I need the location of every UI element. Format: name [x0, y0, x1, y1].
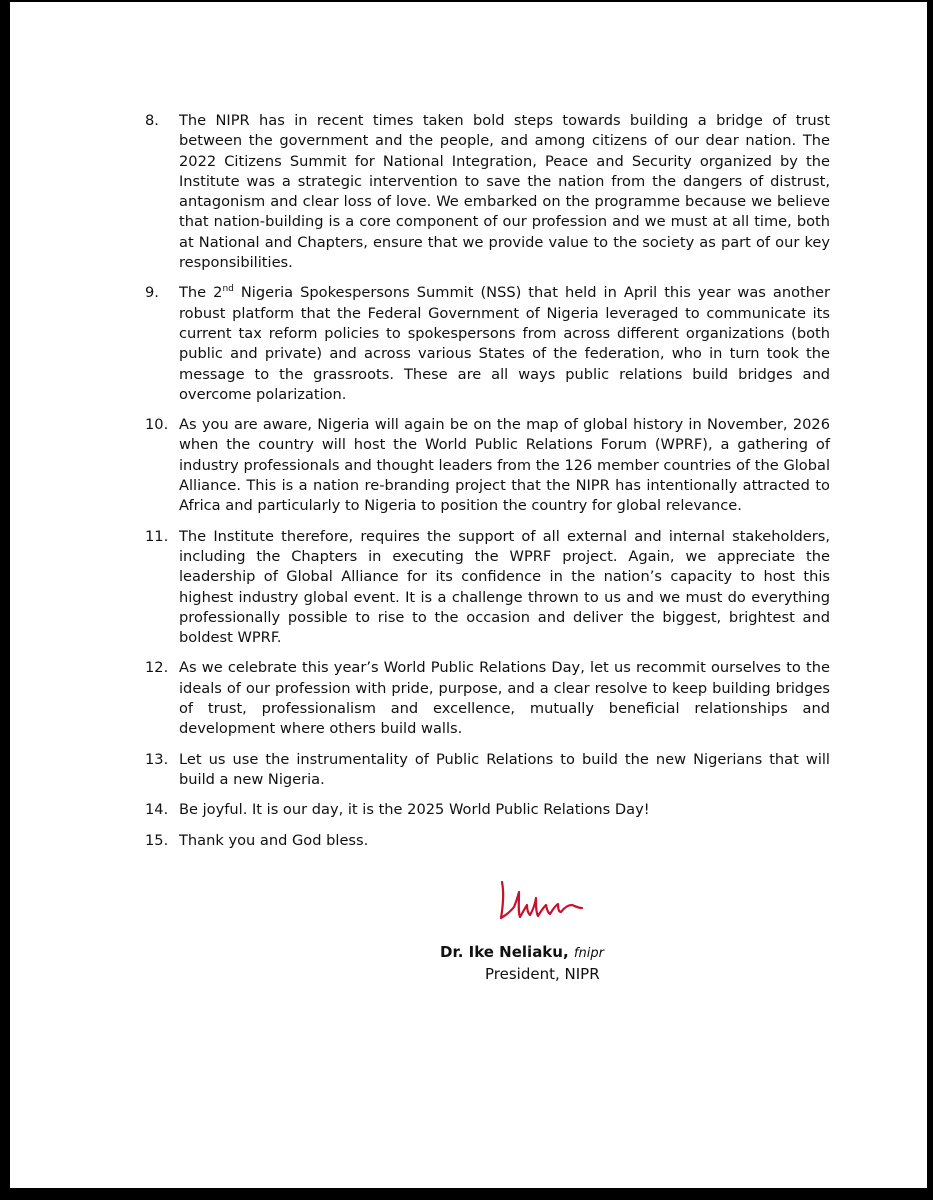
paragraph-text-start: The 2 — [179, 284, 223, 302]
paragraph-number: 11. — [145, 527, 169, 545]
paragraph-number: 9. — [145, 284, 159, 302]
paragraph-number: 8. — [145, 112, 159, 129]
paragraph-number: 10. — [145, 416, 169, 434]
paragraph-text: Be joyful. It is our day, it is the 2025 World Public Relations Day! — [179, 801, 650, 819]
ordinal-superscript: nd — [222, 284, 234, 295]
paragraph-text: The NIPR has in recent times taken bold steps towards building a bridge of trust between the government and the people, and among citizens of our dear nation. The 2022 Citizens Summit for National Integration, Peace and Security organized by the Institute was a strategic intervention to save the nation from the dangers of distrust, antagonism and clear loss of love. We embarked on the programme because we believe that nation-building is a core component of our profession and we must at all time, both at National and Chapters, ensure that we provide value to the society as part of our key responsibilities. — [179, 112, 830, 272]
paragraph-12 — [145, 658, 830, 739]
paragraph-number: 13. — [145, 750, 169, 768]
paragraph-15 — [145, 831, 830, 851]
paragraph-text: The Institute therefore, requires the support of all external and internal stakeholders, including the Chapters in executing the WPRF project. Again, we appreciate the leadership of Global Alliance for its confidence in the nation’s capacity to host this highest industry global event. It is a challenge thrown to us and we must do everything professionally possible to rise to the occasion and deliver the biggest, brightest and boldest WPRF. — [179, 527, 830, 647]
signatory-title: President, NIPR — [485, 965, 600, 983]
paragraph-text-rest: Nigeria Spokespersons Summit (NSS) that held in April this year was another robust platform that the Federal Government of Nigeria leveraged to communicate its current tax reform policies to spokespersons from across different organizations (both public and private) and across various States of the federation, who in turn took the message to the grassroots. These are all ways public relations build bridges and overcome polarization. — [179, 284, 830, 403]
handwritten-signature — [492, 874, 592, 934]
letter-body — [145, 111, 830, 861]
document-page — [10, 2, 927, 1188]
signatory-name — [440, 943, 604, 961]
signatory-suffix: fnipr — [573, 946, 604, 961]
paragraph-text: As you are aware, Nigeria will again be on the map of global history in November, 2026 when the country will host the World Public Relations Forum (WPRF), a gathering of industry professionals and thought leaders from the 126 member countries of the Global Alliance. This is a nation re-branding project that the NIPR has intentionally attracted to Africa and particularly to Nigeria to position the country for global relevance. — [179, 416, 830, 515]
paragraph-text: Let us use the instrumentality of Public Relations to build the new Nigerians that will build a new Nigeria. — [179, 750, 830, 788]
paragraph-9 — [145, 283, 830, 405]
paragraph-8 — [145, 111, 830, 273]
paragraph-14 — [145, 800, 830, 820]
paragraph-number: 14. — [145, 801, 169, 819]
paragraph-11 — [145, 527, 830, 649]
paragraph-number: 12. — [145, 659, 169, 677]
signatory-name-text: Dr. Ike Neliaku, — [440, 943, 569, 961]
paragraph-text: Thank you and God bless. — [179, 831, 369, 849]
paragraph-13 — [145, 750, 830, 791]
paragraph-10 — [145, 415, 830, 516]
paragraph-text: As we celebrate this year’s World Public Relations Day, let us recommit ourselves to the ideals of our profession with pride, purpose, and a clear resolve to keep building bridges of trust, professionalism and excellence, mutually beneficial relationships and development where others build walls. — [179, 659, 830, 738]
paragraph-number: 15. — [145, 831, 169, 849]
